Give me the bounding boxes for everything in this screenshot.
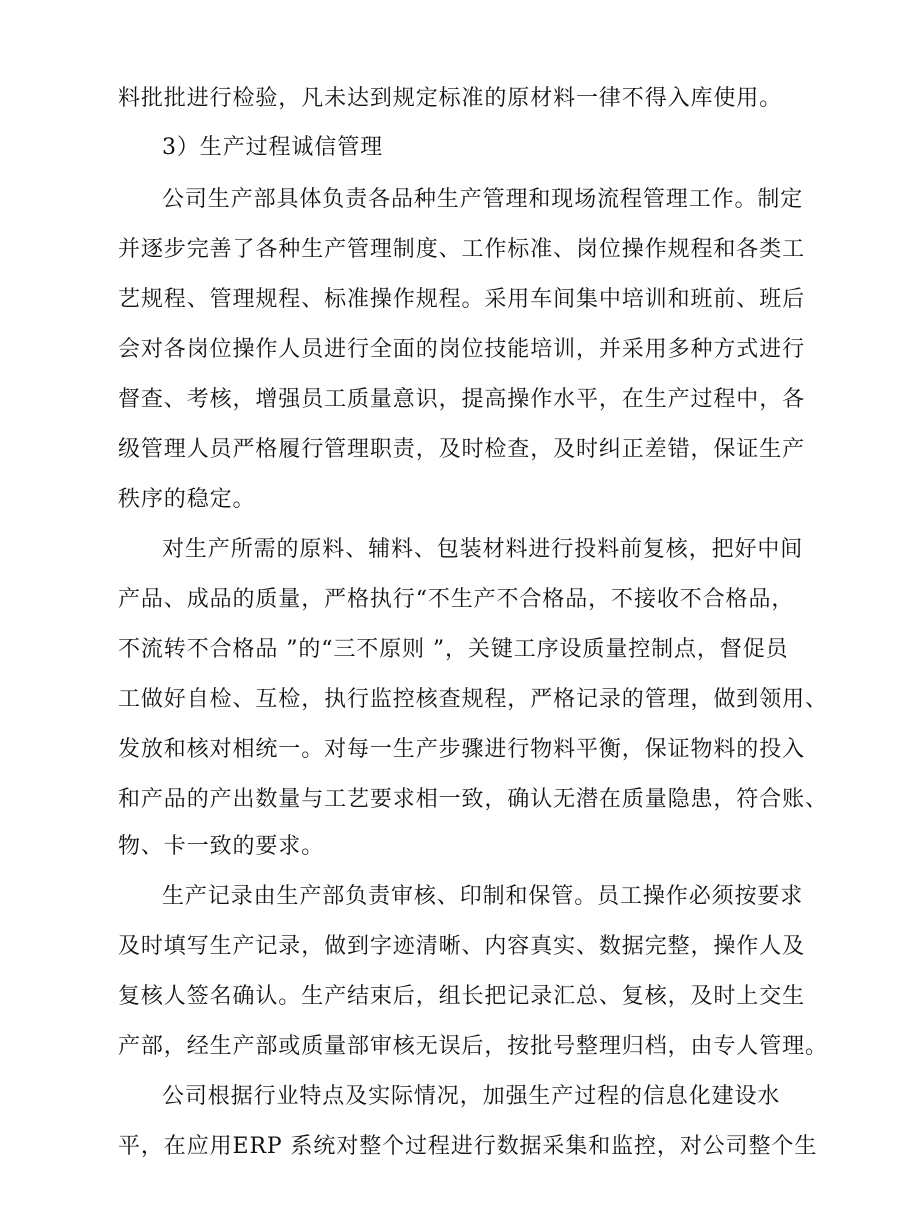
text-line [0,833,904,861]
text-line-content: 督查、考核，增强员工质量意识，提高操作水平，在生产过程中，各 [118,387,806,412]
text-line [0,586,904,614]
text-line-content: 并逐步完善了各种生产管理制度、工作标准、岗位操作规程和各类工 [118,237,806,262]
text-line [0,186,904,214]
text-line [0,636,904,664]
text-line-content: 和产品的产出数量与工艺要求相一致，确认无潜在质量隐患，符合账、 [118,787,828,812]
text-line [0,236,904,264]
text-line-content: 平，在应用ERP 系统对整个过程进行数据采集和监控，对公司整个生 [118,1134,818,1159]
text-line-content: 产品、成品的质量，严格执行“不生产不合格品，不接收不合格品， [118,587,795,612]
text-line [0,786,904,814]
text-line [0,85,904,113]
text-line [0,536,904,564]
text-line-content: 物、卡一致的要求。 [118,834,325,859]
text-line [0,933,904,961]
text-line [0,436,904,464]
section-heading-text: 3）生产过程诚信管理 [162,135,383,160]
text-line [0,983,904,1011]
text-line-content: 级管理人员严格履行管理职责，及时检查，及时纠正差错，保证生产 [118,437,806,462]
text-line-content: 会对各岗位操作人员进行全面的岗位技能培训，并采用多种方式进行 [118,337,806,362]
text-line-content: 料批批进行检验，凡未达到规定标准的原材料一律不得入库使用。 [118,86,783,111]
text-line-content: 对生产所需的原料、辅料、包装材料进行投料前复核，把好中间 [162,537,804,562]
text-line-content: 秩序的稳定。 [118,487,256,512]
text-line-content: 及时填写生产记录，做到字迹清晰、内容真实、数据完整，操作人及 [118,934,806,959]
text-line [0,736,904,764]
text-line-content: 复核人签名确认。生产结束后，组长把记录汇总、复核，及时上交生 [118,984,806,1009]
text-line-content: 公司生产部具体负责各品种生产管理和现场流程管理工作。制定 [162,187,804,212]
text-line-content: 不流转不合格品 ”的“三不原则 ”，关键工序设质量控制点，督促员 [118,637,789,662]
text-line [0,1033,904,1061]
text-line [0,1133,904,1161]
text-line [0,286,904,314]
text-line-content: 艺规程、管理规程、标准操作规程。采用车间集中培训和班前、班后 [118,287,806,312]
text-line-content: 生产记录由生产部负责审核、印制和保管。员工操作必须按要求 [162,884,804,909]
text-line-content: 发放和核对相统一。对每一生产步骤进行物料平衡，保证物料的投入 [118,737,806,762]
text-line-content: 产部，经生产部或质量部审核无误后，按批号整理归档，由专人管理。 [118,1034,828,1059]
text-line [0,686,904,714]
text-line [0,486,904,514]
text-line [0,883,904,911]
text-line [0,1083,904,1111]
text-line [0,336,904,364]
text-line-content: 公司根据行业特点及实际情况，加强生产过程的信息化建设水 [162,1084,781,1109]
section-heading [0,134,904,162]
text-line-content: 工做好自检、互检，执行监控核查规程，严格记录的管理，做到领用、 [118,687,828,712]
text-line [0,386,904,414]
